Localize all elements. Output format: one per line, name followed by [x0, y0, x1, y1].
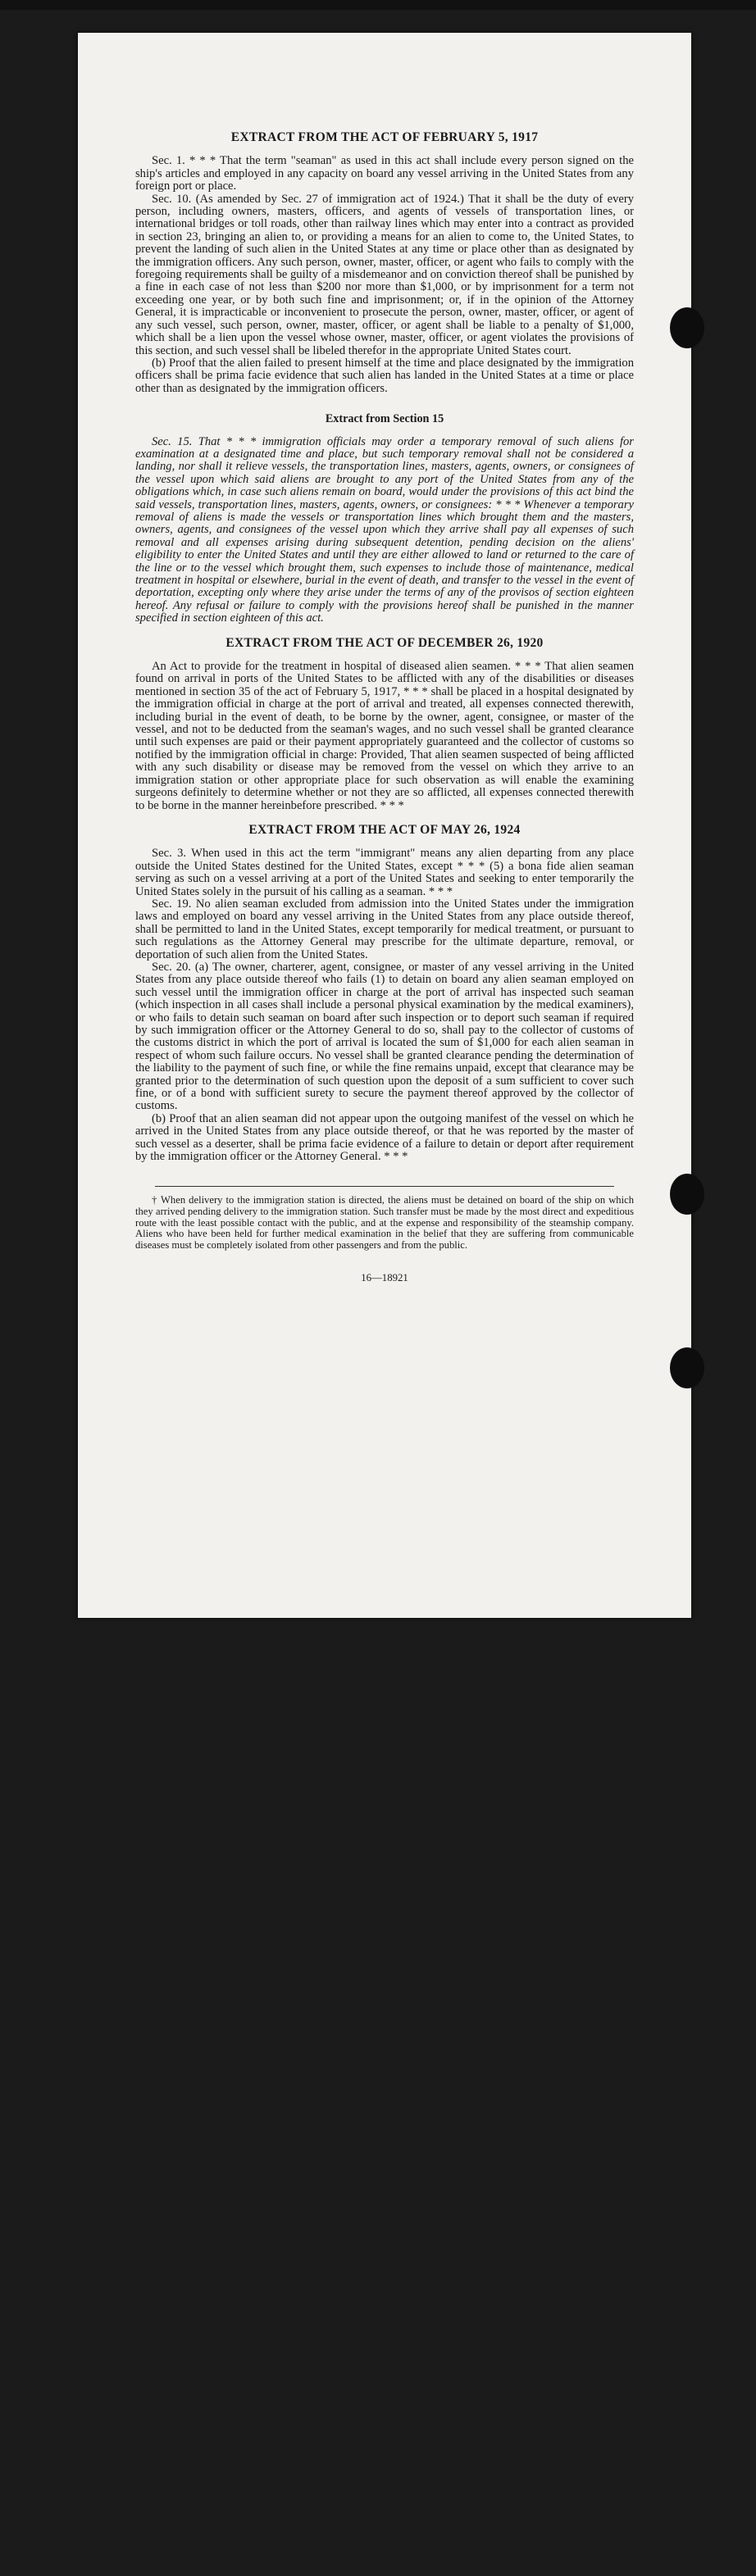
document-page	[78, 33, 691, 1618]
spacer	[135, 625, 634, 637]
heading-act-1924: EXTRACT FROM THE ACT OF MAY 26, 1924	[248, 822, 521, 837]
punch-hole	[670, 307, 704, 348]
section-1-paragraph: Sec. 1. * * * That the term "seaman" as used in this act shall include every person signed on the ship's articles and employed in any capacity on board any vessel arriving in the United States from any foreign port or place.	[135, 154, 634, 193]
film-edge	[0, 0, 756, 10]
section-3-paragraph: Sec. 3. When used in this act the term "immigrant" means any alien departing from any place outside the United States destined for the United States, except * * * (5) a bona fide alien seaman serving as such on a vessel arriving at a port of the United States and seeking to enter temporarily the United States solely in the pursuit of his calling as a seaman. * * *	[135, 847, 634, 898]
subheading-section-15: Extract from Section 15	[325, 412, 444, 426]
punch-hole	[670, 1174, 704, 1215]
section-19-paragraph: Sec. 19. No alien seaman excluded from admission into the United States under the immigration laws and employed on board any vessel arriving in the United States from any place outside thereof, shall be permitted to land in the United States, except temporarily for medical treatment, or pursuant to such regulations as the Attorney General may prescribe for the ultimate departure, removal, or deportation of such alien from the United States.	[135, 897, 634, 961]
document-body	[135, 131, 634, 1285]
section-10-b-paragraph: (b) Proof that the alien failed to present himself at the time and place designated by the immigration officers shall be prima facie evidence that such alien has landed in the United States at a time or place other than as designated by the immigration officers.	[135, 356, 634, 395]
punch-hole	[670, 1347, 704, 1388]
heading-act-1917: EXTRACT FROM THE ACT OF FEBRUARY 5, 1917	[230, 130, 539, 144]
form-number: 16—18921	[361, 1272, 408, 1284]
spacer	[135, 812, 634, 824]
act-1920-paragraph: An Act to provide for the treatment in hospital of diseased alien seamen. * * * That alien seamen found on arrival in ports of the United States to be afflicted with any of the disabilities or diseases mentioned in section 35 of the act of February 5, 1917, * * * shall be placed in a hospital designated by the immigration official in charge at the port of arrival and treated, all expenses connected therewith, including burial in the event of death, to be borne by the owner, agent, consignee, or master of the vessel, and not to be deducted from the seaman's wages, and no such vessel shall be granted clearance until such expenses are paid or their payment appropriately guaranteed and the collector of customs so notified by the immigration official in charge: Provided, That alien seamen suspected of being afflicted with any such disability or disease may be removed from the vessel on which they arrive to an immigration station or other appropriate place for such observation as will enable the examining surgeons definitely to determine whether or not they are so afflicted, all expenses connected therewith to be borne in the manner hereinbefore prescribed. * * *	[135, 660, 634, 812]
section-15-paragraph: Sec. 15. That * * * immigration officials may order a temporary removal of such aliens for examination at a designated time and place, but such temporary removal shall not be considered a landing, nor shall it relieve vessels, the transportation lines, masters, agents, owners, or consignees of the vessel upon which said aliens are brought to any port of the United States from any of the obligations which, in case such aliens remain on board, would under the provisions of this act bind the said vessels, transportation lines, masters, agents, owners, or consignees: * * * Whenever a temporary removal of aliens is made the vessels or transportation lines which brought them and the masters, owners, agents, and consignees of the vessel upon which they arrive shall pay all expenses of such removal and all expenses arising during subsequent detention, pending decision on the aliens' eligibility to enter the United States and until they are either allowed to land or returned to the care of the line or to the vessel which brought them, such expenses to include those of maintenance, medical treatment in hospital or elsewhere, burial in the event of death, and transfer to the vessel in the event of deportation, excepting only where they arise under the terms of any of the provisos of section eighteen hereof. Any refusal or failure to comply with the provisions hereof shall be punished in the manner specified in section eighteen of this act.	[135, 434, 634, 625]
section-20-paragraph: Sec. 20. (a) The owner, charterer, agent, consignee, or master of any vessel arriving in the United States from any place outside thereof who fails (1) to detain on board any alien seaman employed on such vessel until the immigration officer in charge at the port of arrival has inspected such seaman (which inspection in all cases shall include a personal physical examination by the medical examiners), or who fails to detain such seaman on board after such inspection or to deport such seaman if required by such immigration officer or the Attorney General to do so, shall pay to the collector of customs of the customs district in which the port of arrival is located the sum of $1,000 for each alien seaman in respect of whom such failure occurs. No vessel shall be granted clearance pending the determination of the liability to the payment of such fine, or while the fine remains unpaid, except that clearance may be granted prior to the determination of such question upon the deposit of a sum sufficient to cover such fine, or of a bond with sufficient surety to secure the payment thereof approved by the collector of customs.	[135, 960, 634, 1113]
spacer	[135, 395, 634, 407]
section-20-b-paragraph: (b) Proof that an alien seaman did not appear upon the outgoing manifest of the vessel on which he arrived in the United States from any place outside thereof, or that he was reported by the master of such vessel as a deserter, shall be prima facie evidence of a failure to detain or deport after requirement by the immigration officer or the Attorney General. * * *	[135, 1111, 634, 1164]
heading-act-1920: EXTRACT FROM THE ACT OF DECEMBER 26, 1920	[225, 635, 544, 650]
footnote: † When delivery to the immigration station is directed, the aliens must be detained on board of the ship on which they arrived pending delivery to the immigration station. Such transfer must be made by the most direct and expeditious route with the least possible contact with the public, and at the expense and responsibility of the steamship company. Aliens who have been held for further medical examination in the belief that they are suffering from communicable diseases must be completely isolated from other passengers and from the public.	[135, 1194, 634, 1251]
footnote-divider	[155, 1186, 614, 1187]
section-10-paragraph: Sec. 10. (As amended by Sec. 27 of immigration act of 1924.) That it shall be the duty of every person, including owners, masters, officers, and agents of vessels of transportation lines, or international bridges or toll roads, other than railway lines which may enter into a contract as provided in section 23, bringing an alien to, or providing a means for an alien to come to, the United States, to prevent the landing of such alien in the United States at any time or place other than as designated by the immigration officers. Any such person, owner, master, officer, or agent who fails to comply with the foregoing requirements shall be guilty of a misdemeanor and on conviction thereof shall be punished by a fine in each case of not less than $200 nor more than $1,000, or by imprisonment for a term not exceeding one year, or by both such fine and imprisonment; or, if in the opinion of the Attorney General, it is impracticable or inconvenient to prosecute the person, owner, master, officer, or agent of any such vessel, such person, owner, master, officer, or agent shall be liable to a penalty of $1,000, which shall be a lien upon the vessel whose owner, master, officer, or agent violates the provisions of this section, and such vessel shall be libeled therefor in the appropriate United States court.	[135, 192, 634, 357]
